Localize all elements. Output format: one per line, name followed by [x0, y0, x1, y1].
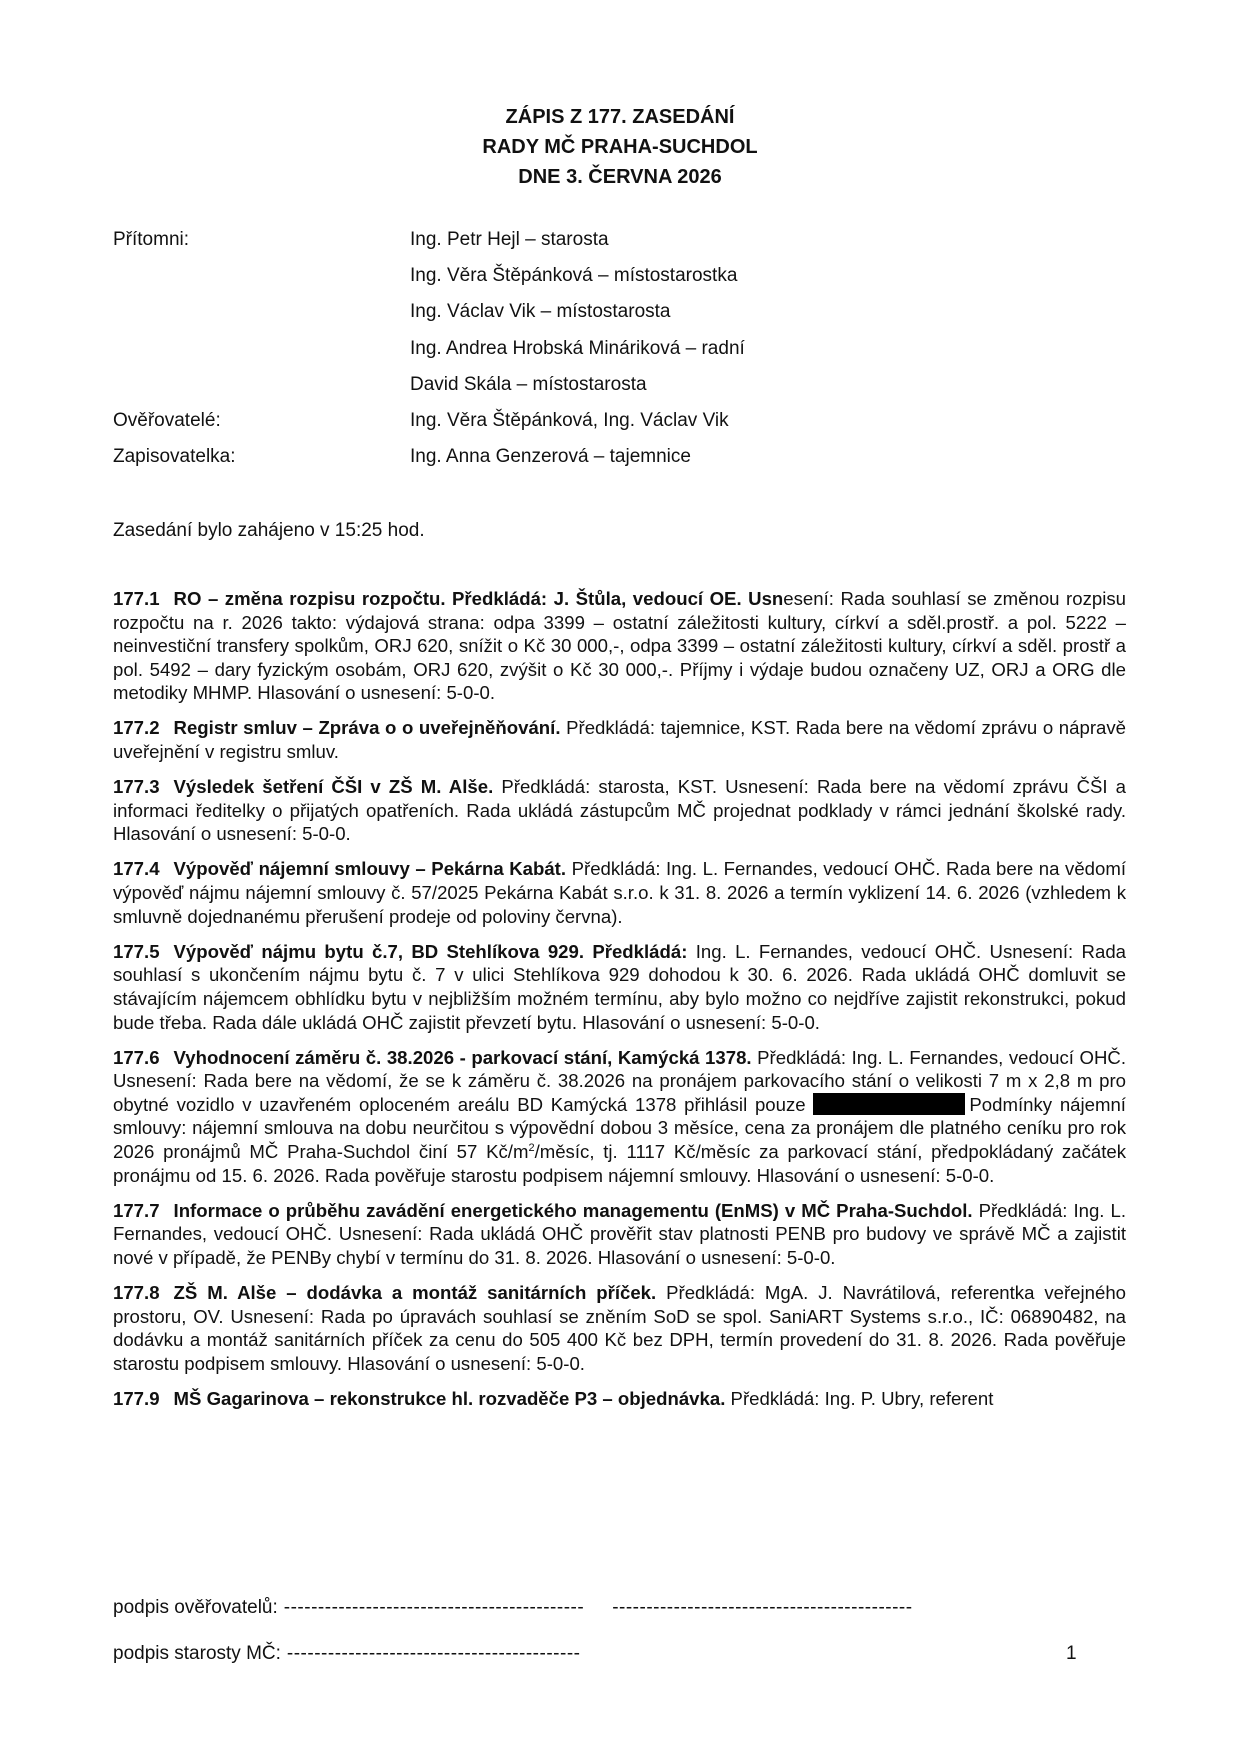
signature-dash-line: -------------------------------------------	[286, 1643, 581, 1664]
title-line-1: ZÁPIS Z 177. ZASEDÁNÍ	[505, 106, 735, 128]
mayor-sign-label: podpis starosty MČ:	[113, 1643, 281, 1664]
item-text-after-redaction: Podmínky nájemní smlouvy: nájemní smlouva na dobu neurčitou s výpovědní dobou 3 měsíce, cena za pronájem dle platného ceníku pro rok 2026 pronájmů MČ Praha-Suchdol činí 57 Kč/m	[113, 1093, 1126, 1162]
item-text: Předkládá: tajemnice, KST. Rada bere na vědomí zprávu o nápravě uveřejnění v registru smluv.	[113, 717, 1126, 763]
item-text: Předkládá: Ing. L. Fernandes, vedoucí OHČ. Usnesení: Rada ukládá OHČ prověřit stav platnosti PENB pro budovy ve správě MČ a zajistit nové v případě, že PENBy chybí v termínu do 31. 8. 2026. Hlasování o usnesení: 5-0-0.	[113, 1199, 1126, 1268]
signature-dash-line: --------------------------------------------	[612, 1597, 913, 1618]
item-text: esení: Rada souhlasí se změnou rozpisu rozpočtu na r. 2026 takto: výdajová strana: odpa 3399 – ostatní záležitosti kultury, církví a sděl.prostř. a pol. 5222 – neinvestiční transfery spolkům, ORJ 620, snížit o Kč 30 000,-, odpa 3399 – ostatní záležitosti kultury, církví a sděl. prostř a pol. 5492 – dary fyzickým osobám, ORJ 620, zvýšit o Kč 30 000,-. Příjmy i výdaje budou označeny UZ, ORJ a ORG dle metodiky MHMP. Hlasování o usnesení: 5-0-0.	[113, 588, 1126, 704]
signature-dash-line: --------------------------------------------	[283, 1597, 585, 1618]
item-number: 177.2	[113, 717, 160, 739]
item-number: 177.4	[113, 858, 160, 880]
agenda-items	[113, 587, 1126, 1422]
item-title: Výpověď nájmu bytu č.7, BD Stehlíkova 929. Předkládá:	[173, 940, 688, 962]
agenda-item	[113, 716, 1126, 763]
present-member: Ing. Andrea Hrobská Mináriková – radní	[410, 337, 745, 359]
agenda-item	[113, 587, 1126, 705]
present-label: Přítomni:	[113, 229, 190, 250]
superscript: 2	[528, 1141, 535, 1154]
agenda-item	[113, 775, 1126, 846]
item-number: 177.7	[113, 1199, 160, 1221]
agenda-item	[113, 940, 1126, 1034]
item-text: Předkládá: Ing. L. Fernandes, vedoucí OHČ. Usnesení: Rada bere na vědomí, že se k záměru č. 38.2026 na pronájem parkovacího stání o velikosti 7 m x 2,8 m pro obytné vozidlo v uzavřeném oploceném areálu BD Kamýcká 1378 přihlásil pouze	[113, 1046, 1126, 1115]
item-number: 177.5	[113, 940, 160, 962]
item-title: Vyhodnocení záměru č. 38.2026 - parkovací stání, Kamýcká 1378.	[173, 1046, 752, 1068]
opening-statement: Zasedání bylo zahájeno v 15:25 hod.	[113, 520, 425, 541]
document-title	[0, 102, 1240, 192]
item-text: Ing. L. Fernandes, vedoucí OHČ. Usnesení: Rada souhlasí s ukončením nájmu bytu č. 7 v ulici Stehlíkova 929 dohodou k 30. 6. 2026. Rada ukládá OHČ domluvit se stávajícím nájemcem obhlídku bytu v nejbližším možném termínu, aby bylo možno co nejdříve zajistit rekonstrukci, pokud bude třeba. Rada dále ukládá OHČ zajistit převzetí bytu. Hlasování o usnesení: 5-0-0.	[113, 940, 1126, 1033]
verifiers-sign-label: podpis ověřovatelů:	[113, 1597, 278, 1618]
agenda-item	[113, 1046, 1126, 1188]
redaction-block	[813, 1093, 965, 1115]
recorder-value: Ing. Anna Genzerová – tajemnice	[410, 446, 691, 468]
present-member: Ing. Věra Štěpánková – místostarostka	[410, 265, 738, 287]
present-member: David Skála – místostarosta	[410, 373, 647, 395]
recorder-label: Zapisovatelka:	[113, 446, 236, 468]
item-number: 177.9	[113, 1387, 160, 1409]
mayor-signature-line	[113, 1643, 580, 1665]
verifiers-value: Ing. Věra Štěpánková, Ing. Václav Vik	[410, 409, 729, 431]
item-title: Registr smluv – Zpráva o o uveřejněňování.	[173, 717, 561, 739]
item-number: 177.8	[113, 1281, 160, 1303]
present-member: Ing. Petr Hejl – starosta	[410, 229, 609, 250]
agenda-item	[113, 857, 1126, 928]
present-member: Ing. Václav Vik – místostarosta	[410, 301, 671, 323]
title-line-3: DNE 3. ČERVNA 2026	[518, 166, 722, 188]
item-title: RO – změna rozpisu rozpočtu. Předkládá: J. Štůla, vedoucí OE. Usn	[173, 588, 784, 609]
agenda-item	[113, 1387, 1126, 1411]
title-line-2: RADY MČ PRAHA-SUCHDOL	[482, 136, 758, 158]
item-title: ZŠ M. Alše – dodávka a montáž sanitárních příček.	[173, 1281, 657, 1303]
item-text: Předkládá: starosta, KST. Usnesení: Rada bere na vědomí zprávu ČŠI a informaci ředitelky o přijatých opatřeních. Rada ukládá zástupcům MČ projednat podklady v rámci jednání školské rady. Hlasování o usnesení: 5-0-0.	[113, 776, 1127, 845]
item-text: Předkládá: Ing. L. Fernandes, vedoucí OHČ. Rada bere na vědomí výpověď nájmu nájemní smlouvy č. 57/2025 Pekárna Kabát s.r.o. k 31. 8. 2026 a termín vyklizení 14. 6. 2026 (vzhledem k smluvně dojednanému přerušení prodeje od poloviny června).	[113, 858, 1127, 927]
item-title: Výsledek šetření ČŠI v ZŠ M. Alše.	[173, 776, 494, 798]
item-number: 177.6	[113, 1046, 160, 1068]
agenda-item	[113, 1281, 1126, 1375]
item-title: MŠ Gagarinova – rekonstrukce hl. rozvaděče P3 – objednávka.	[173, 1387, 726, 1409]
item-number: 177.3	[113, 776, 160, 798]
item-number: 177.1	[113, 588, 160, 609]
item-text-end: /měsíc, tj. 1117 Kč/měsíc za parkovací stání, předpokládaný začátek pronájmu od 15. 6. 2026. Rada pověřuje starostu podpisem nájemní smlouvy. Hlasování o usnesení: 5-0-0.	[113, 1140, 1127, 1186]
page-number: 1	[1066, 1643, 1077, 1664]
verifiers-label: Ověřovatelé:	[113, 409, 221, 431]
item-title: Informace o průběhu zavádění energetického managementu (EnMS) v MČ Praha-Suchdol.	[173, 1199, 973, 1221]
agenda-item	[113, 1199, 1126, 1270]
item-text: Předkládá: MgA. J. Navrátilová, referentka veřejného prostoru, OV. Usnesení: Rada po úpravách souhlasí se zněním SoD se spol. SaniART Systems s.r.o., IČ: 06890482, na dodávku a montáž sanitárních příček za cenu do 505 400 Kč bez DPH, termín provedení do 31. 8. 2026. Rada pověřuje starostu podpisem smlouvy. Hlasování o usnesení: 5-0-0.	[113, 1281, 1127, 1374]
item-text: Předkládá: Ing. P. Ubry, referent	[730, 1387, 994, 1409]
verifiers-signature-line	[113, 1597, 913, 1619]
item-title: Výpověď nájemní smlouvy – Pekárna Kabát.	[173, 858, 567, 880]
